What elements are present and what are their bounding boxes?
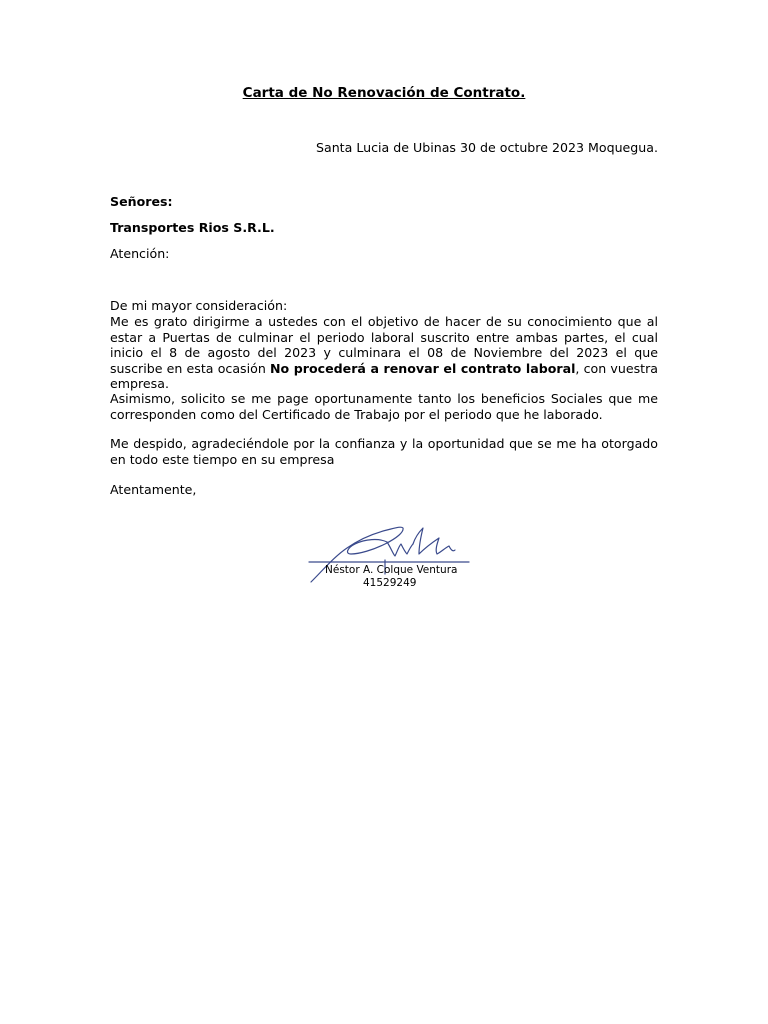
greeting: De mi mayor consideración: xyxy=(110,298,288,313)
date-line: Santa Lucia de Ubinas 30 de octubre 2023 Moquegua. xyxy=(315,140,658,155)
signer-id-number: 41529249 xyxy=(363,577,417,589)
paragraph-1 xyxy=(110,314,658,392)
signature-block xyxy=(305,516,475,596)
letter-title: Carta de No Renovación de Contrato. xyxy=(242,85,526,101)
closing: Atentamente, xyxy=(110,482,197,497)
signature-stroke xyxy=(413,528,455,554)
attention-line: Atención: xyxy=(110,246,170,261)
paragraph-2: Asimismo, solicito se me page oportunamente tanto los beneficios Sociales que me corresponden como del Certificado de Trabajo por el periodo que he laborado. xyxy=(110,391,658,422)
signature-stroke xyxy=(387,542,413,556)
company-name: Transportes Rios S.R.L. xyxy=(110,220,275,235)
salutation: Señores: xyxy=(110,194,173,209)
paragraph-1-end: , con vuestra empresa. xyxy=(110,360,658,391)
paragraph-3: Me despido, agradeciéndole por la confianza y la oportunidad que se me ha otorgado en todo este tiempo en su empresa xyxy=(110,436,658,467)
signer-name: Néstor A. Colque Ventura xyxy=(325,564,458,576)
paragraph-1-text: Me es grato dirigirme a ustedes con el objetivo de hacer de su conocimiento que al estar a Puertas de culminar el periodo laboral suscrito entre ambas partes, el cual inicio el 8 de agosto del 2023 y culminara el 08 de Noviembre del 2023 el que suscribe en esta ocasión xyxy=(110,314,658,376)
paragraph-1-bold: No procederá a renovar el contrato laboral xyxy=(270,360,576,376)
